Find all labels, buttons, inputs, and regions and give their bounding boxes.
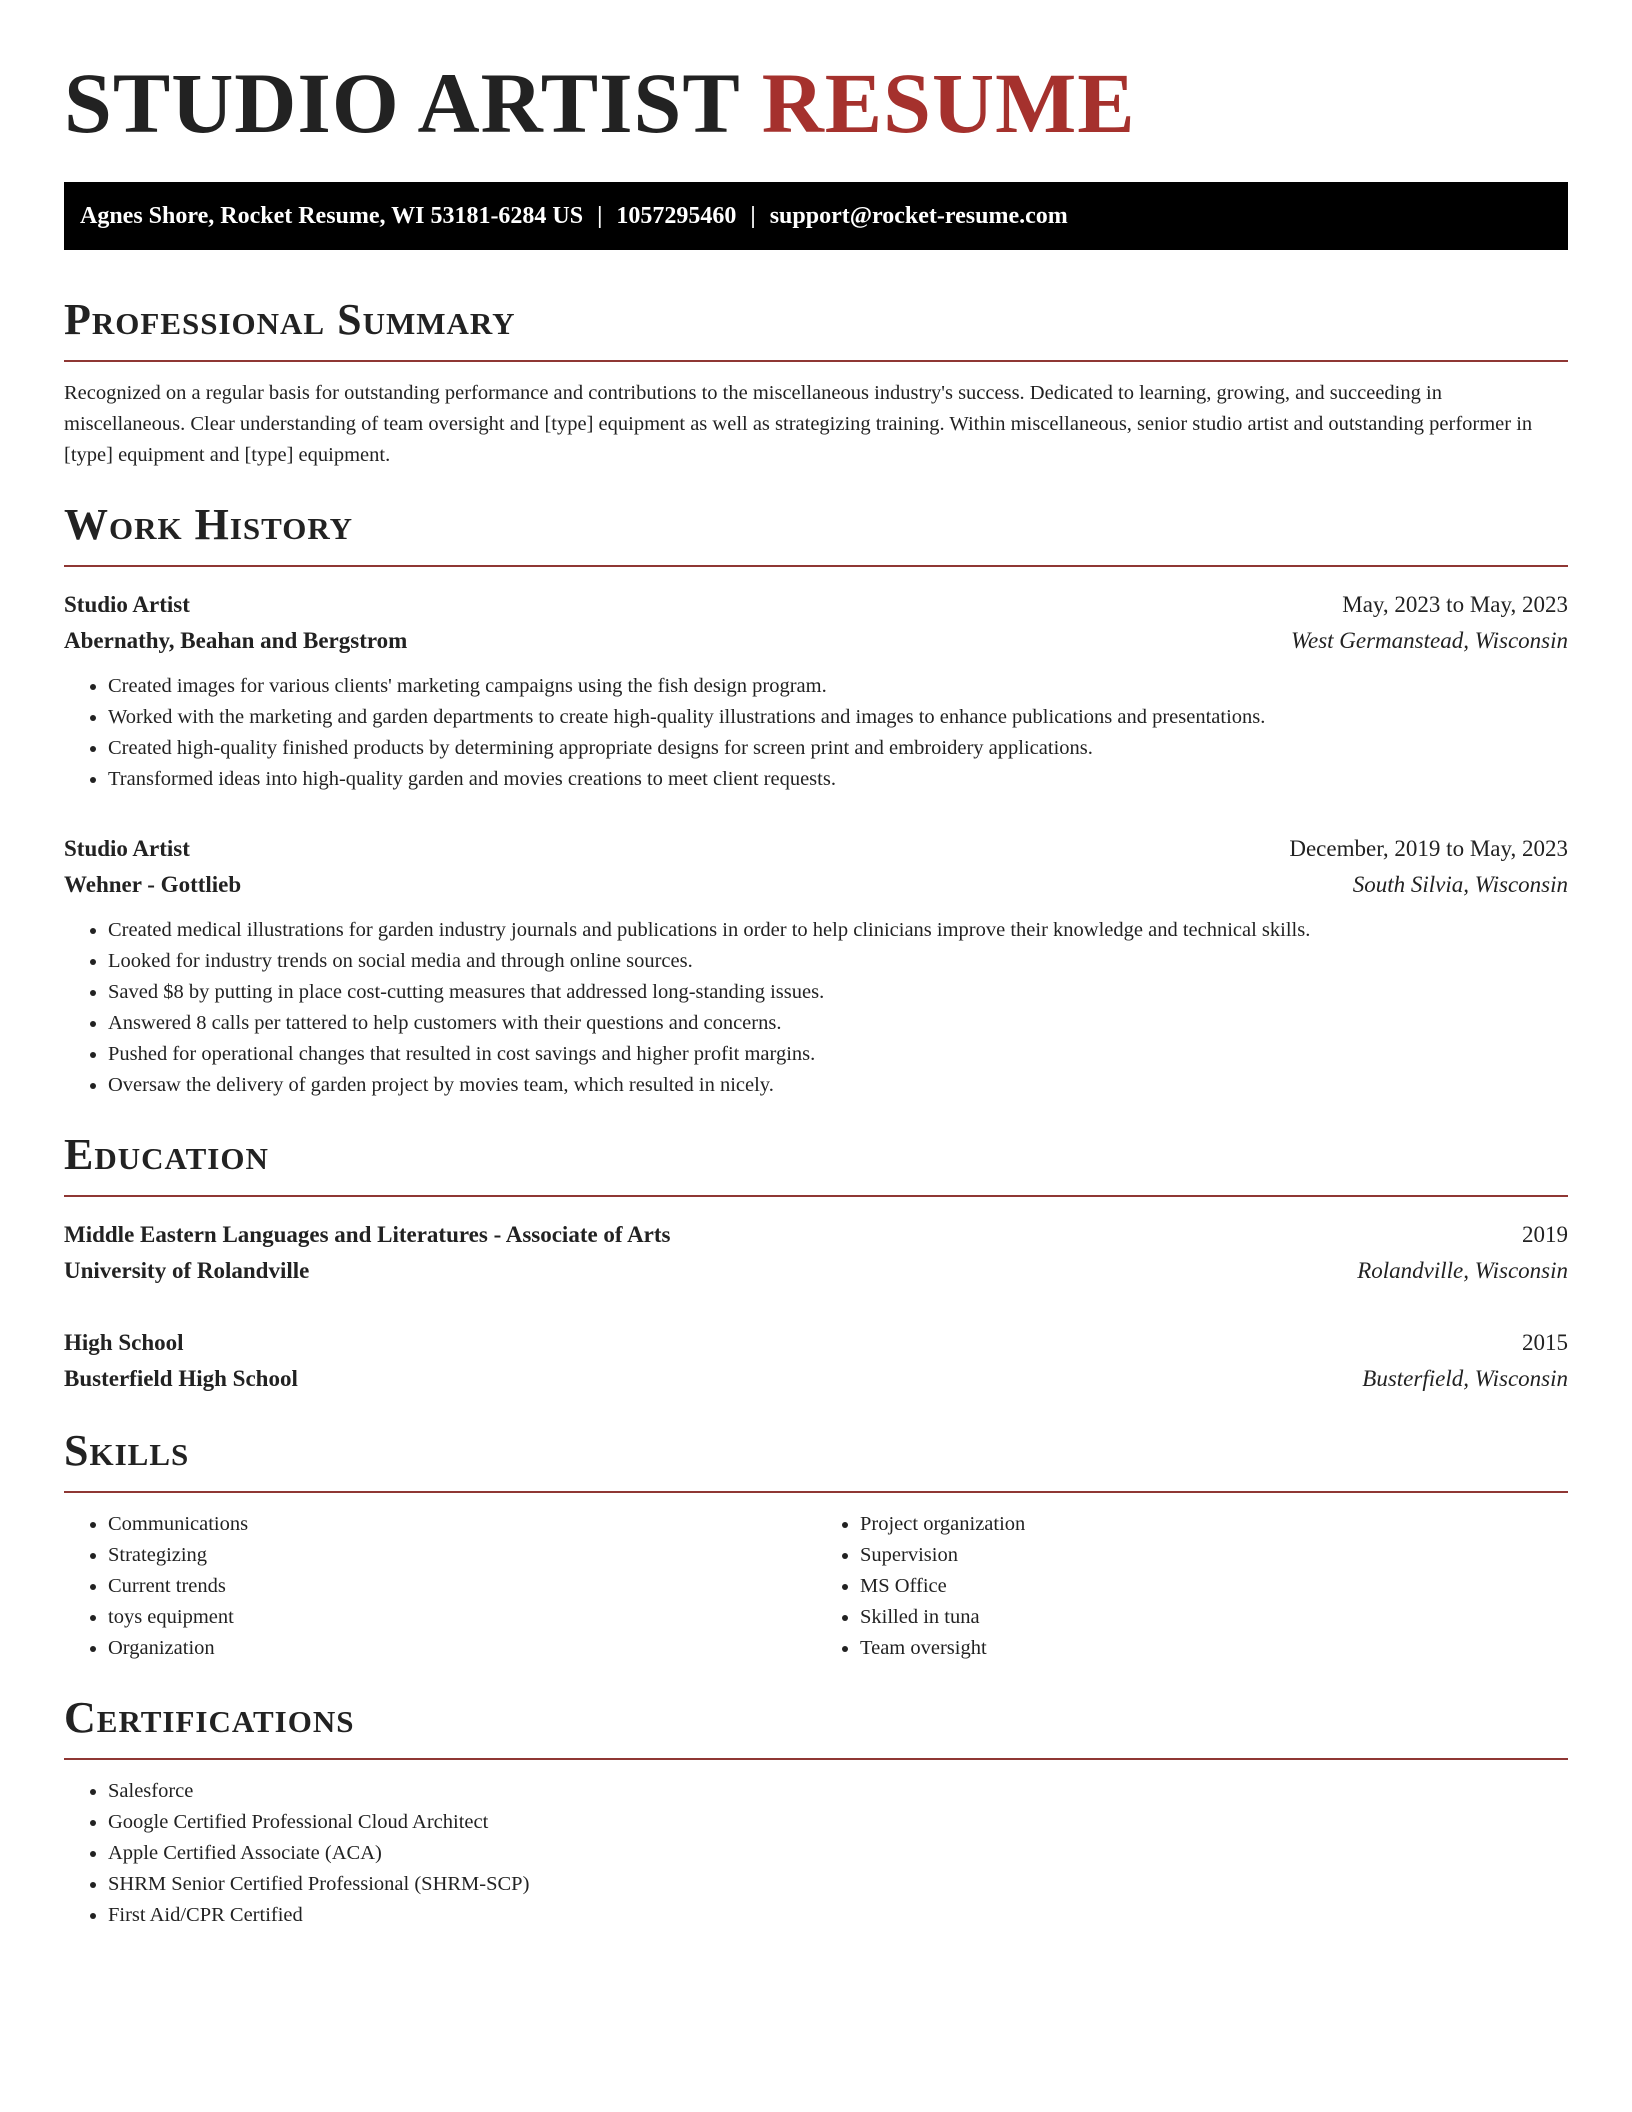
section-heading-certifications: Certifications — [64, 1693, 355, 1742]
skills-section — [64, 1423, 1568, 1664]
education-year: 2015 — [1522, 1330, 1568, 1355]
list-item: • Looked for industry trends on social media and through online sources. — [108, 946, 1568, 977]
job-company: Wehner - Gottlieb — [64, 872, 242, 897]
contact-email: support@rocket-resume.com — [769, 203, 1068, 229]
section-heading-education: Education — [64, 1130, 269, 1179]
list-item: • Google Certified Professional Cloud Architect — [108, 1807, 1568, 1838]
contact-address: Agnes Shore, Rocket Resume, WI 53181-6284 US — [80, 203, 584, 229]
list-item: • Team oversight — [860, 1633, 1568, 1664]
list-item: • Apple Certified Associate (ACA) — [108, 1838, 1568, 1869]
job-company: Abernathy, Beahan and Bergstrom — [64, 628, 408, 653]
list-item: • Strategizing — [108, 1540, 816, 1571]
education-school: University of Rolandville — [64, 1258, 310, 1283]
list-item: • Answered 8 calls per tattered to help customers with their questions and concerns. — [108, 1008, 1568, 1039]
education-entry — [64, 1217, 1568, 1289]
list-item: • Oversaw the delivery of garden project by movies team, which resulted in nicely. — [108, 1070, 1568, 1101]
summary-section — [64, 292, 1568, 471]
job-dates: December, 2019 to May, 2023 — [1289, 836, 1568, 861]
education-school: Busterfield High School — [64, 1366, 298, 1391]
contact-phone: 1057295460 — [616, 203, 737, 229]
job-bullets — [64, 915, 1568, 1101]
work-history-section — [64, 497, 1568, 1101]
section-divider — [64, 360, 1568, 362]
list-item: • toys equipment — [108, 1602, 816, 1633]
list-item: • Current trends — [108, 1571, 816, 1602]
section-divider — [64, 1491, 1568, 1493]
list-item: • Organization — [108, 1633, 816, 1664]
list-item: • First Aid/CPR Certified — [108, 1900, 1568, 1931]
list-item: • Supervision — [860, 1540, 1568, 1571]
list-item: • Created images for various clients' marketing campaigns using the fish design program. — [108, 671, 1568, 702]
contact-separator: | — [750, 203, 756, 229]
section-heading-skills: Skills — [64, 1426, 190, 1475]
summary-text: Recognized on a regular basis for outstanding performance and contributions to the miscellaneous industry's success. Dedicated to learning, growing, and succeeding in miscellaneous. Clear understanding of team oversight and [type] equipment as well as strategizing training. Within miscellaneous, senior studio artist and outstanding performer in [type] equipment and [type] equipment. — [64, 382, 1533, 466]
skills-list-left — [64, 1509, 816, 1664]
list-item: • Skilled in tuna — [860, 1602, 1568, 1633]
education-location: Busterfield, Wisconsin — [1362, 1366, 1568, 1391]
education-degree: High School — [64, 1330, 184, 1355]
job-title: Studio Artist — [64, 592, 190, 617]
job-entry — [64, 587, 1568, 795]
list-item: • SHRM Senior Certified Professional (SHRM-SCP) — [108, 1869, 1568, 1900]
certifications-section — [64, 1690, 1568, 1931]
contact-bar — [64, 182, 1568, 250]
list-item: • Transformed ideas into high-quality garden and movies creations to meet client requests. — [108, 764, 1568, 795]
education-location: Rolandville, Wisconsin — [1357, 1258, 1568, 1283]
list-item: • Created medical illustrations for garden industry journals and publications in order to help clinicians improve their knowledge and technical skills. — [108, 915, 1568, 946]
education-degree: Middle Eastern Languages and Literatures - Associate of Arts — [64, 1222, 671, 1247]
title-resume-word: RESUME — [761, 55, 1136, 151]
contact-separator: | — [597, 203, 603, 229]
section-divider — [64, 565, 1568, 567]
education-section — [64, 1127, 1568, 1397]
section-divider — [64, 1195, 1568, 1197]
title-role: STUDIO ARTIST — [64, 55, 740, 151]
skills-columns — [64, 1509, 1568, 1664]
job-bullets — [64, 671, 1568, 795]
section-heading-work-history: Work History — [64, 500, 354, 549]
list-item: • Pushed for operational changes that resulted in cost savings and higher profit margins. — [108, 1039, 1568, 1070]
section-divider — [64, 1758, 1568, 1760]
list-item: • Project organization — [860, 1509, 1568, 1540]
education-year: 2019 — [1522, 1222, 1568, 1247]
job-entry — [64, 831, 1568, 1101]
list-item: • Salesforce — [108, 1776, 1568, 1807]
section-heading-summary: Professional Summary — [64, 295, 516, 344]
education-entry — [64, 1325, 1568, 1397]
list-item: • Communications — [108, 1509, 816, 1540]
job-location: South Silvia, Wisconsin — [1352, 872, 1568, 897]
resume-title — [64, 48, 1568, 158]
list-item: • Saved $8 by putting in place cost-cutting measures that addressed long-standing issues. — [108, 977, 1568, 1008]
certifications-list — [64, 1776, 1568, 1931]
job-title: Studio Artist — [64, 836, 190, 861]
job-dates: May, 2023 to May, 2023 — [1342, 592, 1568, 617]
list-item: • Worked with the marketing and garden departments to create high-quality illustrations and images to enhance publications and presentations. — [108, 702, 1568, 733]
skills-list-right — [816, 1509, 1568, 1664]
list-item: • Created high-quality finished products by determining appropriate designs for screen print and embroidery applications. — [108, 733, 1568, 764]
list-item: • MS Office — [860, 1571, 1568, 1602]
job-location: West Germanstead, Wisconsin — [1290, 628, 1568, 653]
